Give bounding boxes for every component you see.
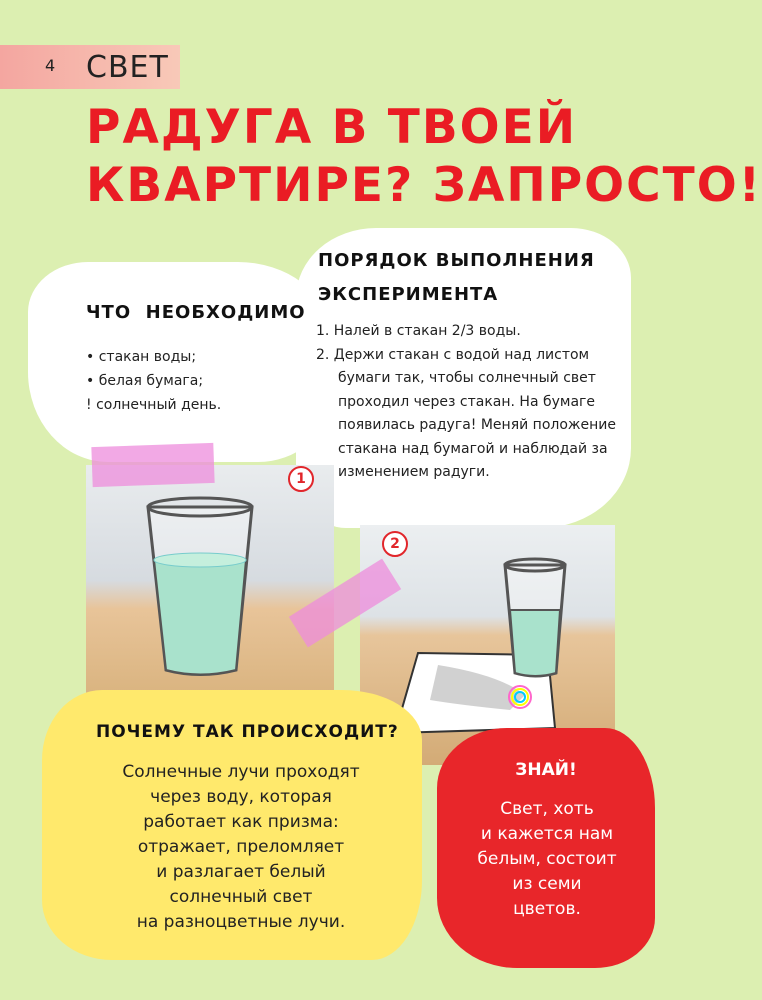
steps-list (316, 320, 626, 485)
text-line: отражает, преломляет (137, 837, 345, 857)
know-heading: ЗНАЙ! (515, 760, 577, 780)
tape-strip (91, 443, 214, 487)
step-2: 2. Держи стакан с водой над листом бумаги так, чтобы солнечный свет проходил через стакан. На бумаге появилась радуга! Меняй положение стакана над бумагой и наблюдай за изменением радуги. (316, 346, 616, 480)
needs-heading: ЧТО НЕОБХОДИМО (86, 302, 306, 323)
why-text (76, 760, 406, 935)
page-title-line-1: РАДУГА В ТВОЕЙ (86, 100, 578, 155)
text-line: цветов. (513, 899, 581, 919)
page-number: 4 (45, 56, 56, 75)
text-line: Солнечные лучи проходят (122, 762, 360, 782)
text-line: Свет, хоть (500, 799, 594, 819)
step-1: 1. Налей в стакан 2/3 воды. (316, 323, 521, 339)
water-glass-illustration (86, 465, 334, 705)
text-line: из семи (512, 874, 582, 894)
know-text (452, 797, 642, 922)
text-line: белым, состоит (477, 849, 617, 869)
glass-photo-1 (86, 465, 334, 705)
why-heading: ПОЧЕМУ ТАК ПРОИСХОДИТ? (96, 722, 399, 742)
text-line: солнечный свет (169, 887, 313, 907)
section-title: СВЕТ (86, 50, 169, 85)
text-line: и кажется нам (480, 824, 614, 844)
page-title-line-2: КВАРТИРЕ? ЗАПРОСТО! (86, 158, 762, 213)
steps-heading-line-1: ПОРЯДОК ВЫПОЛНЕНИЯ (318, 250, 595, 271)
list-item: • стакан воды; (86, 345, 221, 369)
list-item: ! солнечный день. (86, 397, 222, 413)
needs-list (86, 345, 221, 417)
text-line: работает как призма: (143, 812, 339, 832)
steps-heading (318, 244, 618, 312)
text-line: через воду, которая (150, 787, 332, 807)
list-item: • белая бумага; (86, 369, 221, 393)
step-badge-1: 1 (288, 466, 314, 492)
step-badge-2: 2 (382, 531, 408, 557)
text-line: и разлагает белый (156, 862, 326, 882)
text-line: на разноцветные лучи. (136, 912, 346, 932)
steps-heading-line-2: ЭКСПЕРИМЕНТА (318, 284, 499, 305)
